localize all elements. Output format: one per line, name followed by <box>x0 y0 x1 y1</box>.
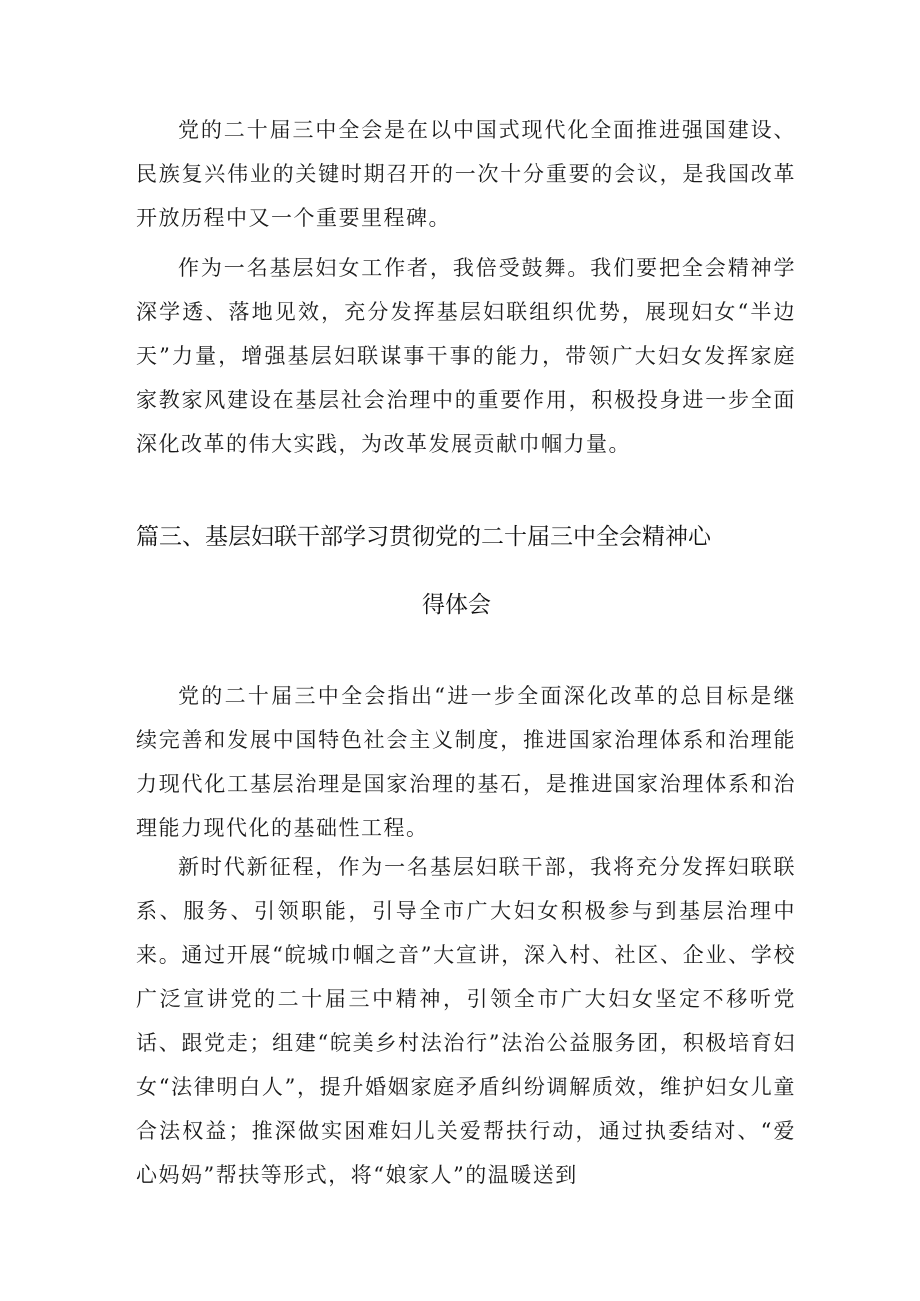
paragraph-3: 党的二十届三中全会指出“进一步全面深化改革的总目标是继续完善和发展中国特色社会主义制度，推进国家治理体系和治理能力现代化工基层治理是国家治理的基石，是推进国家治理体系和治理能力现代化的基础性工程。 <box>136 684 796 840</box>
section-heading <box>136 522 836 620</box>
section-heading-line-2: 得体会 <box>422 592 491 618</box>
section-heading-line-1: 篇三、基层妇联干部学习贯彻党的二十届三中全会精神心 <box>136 524 711 550</box>
paragraph-2: 作为一名基层妇女工作者，我倍受鼓舞。我们要把全会精神学深学透、落地见效，充分发挥基层妇联组织优势，展现妇女“半边天”力量，增强基层妇联谋事干事的能力，带领广大妇女发挥家庭家教家风建设在基层社会治理中的重要作用，积极投身进一步全面深化改革的伟大实践，为改革发展贡献巾帼力量。 <box>136 256 796 456</box>
paragraph-1: 党的二十届三中全会是在以中国式现代化全面推进强国建设、民族复兴伟业的关键时期召开的一次十分重要的会议，是我国改革开放历程中又一个重要里程碑。 <box>136 118 796 230</box>
paragraph-4: 新时代新征程，作为一名基层妇联干部，我将充分发挥妇联联系、服务、引领职能，引导全市广大妇女积极参与到基层治理中来。通过开展“皖城巾帼之音”大宣讲，深入村、社区、企业、学校广泛宣讲党的二十届三中精神，引领全市广大妇女坚定不移听党话、跟党走；组建“皖美乡村法治行”法治公益服务团，积极培育妇女“法律明白人”，提升婚姻家庭矛盾纠纷调解质效，维护妇女儿童合法权益；推深做实困难妇儿关爱帮扶行动，通过执委结对、“爱心妈妈”帮扶等形式，将“娘家人”的温暖送到 <box>136 855 796 1187</box>
